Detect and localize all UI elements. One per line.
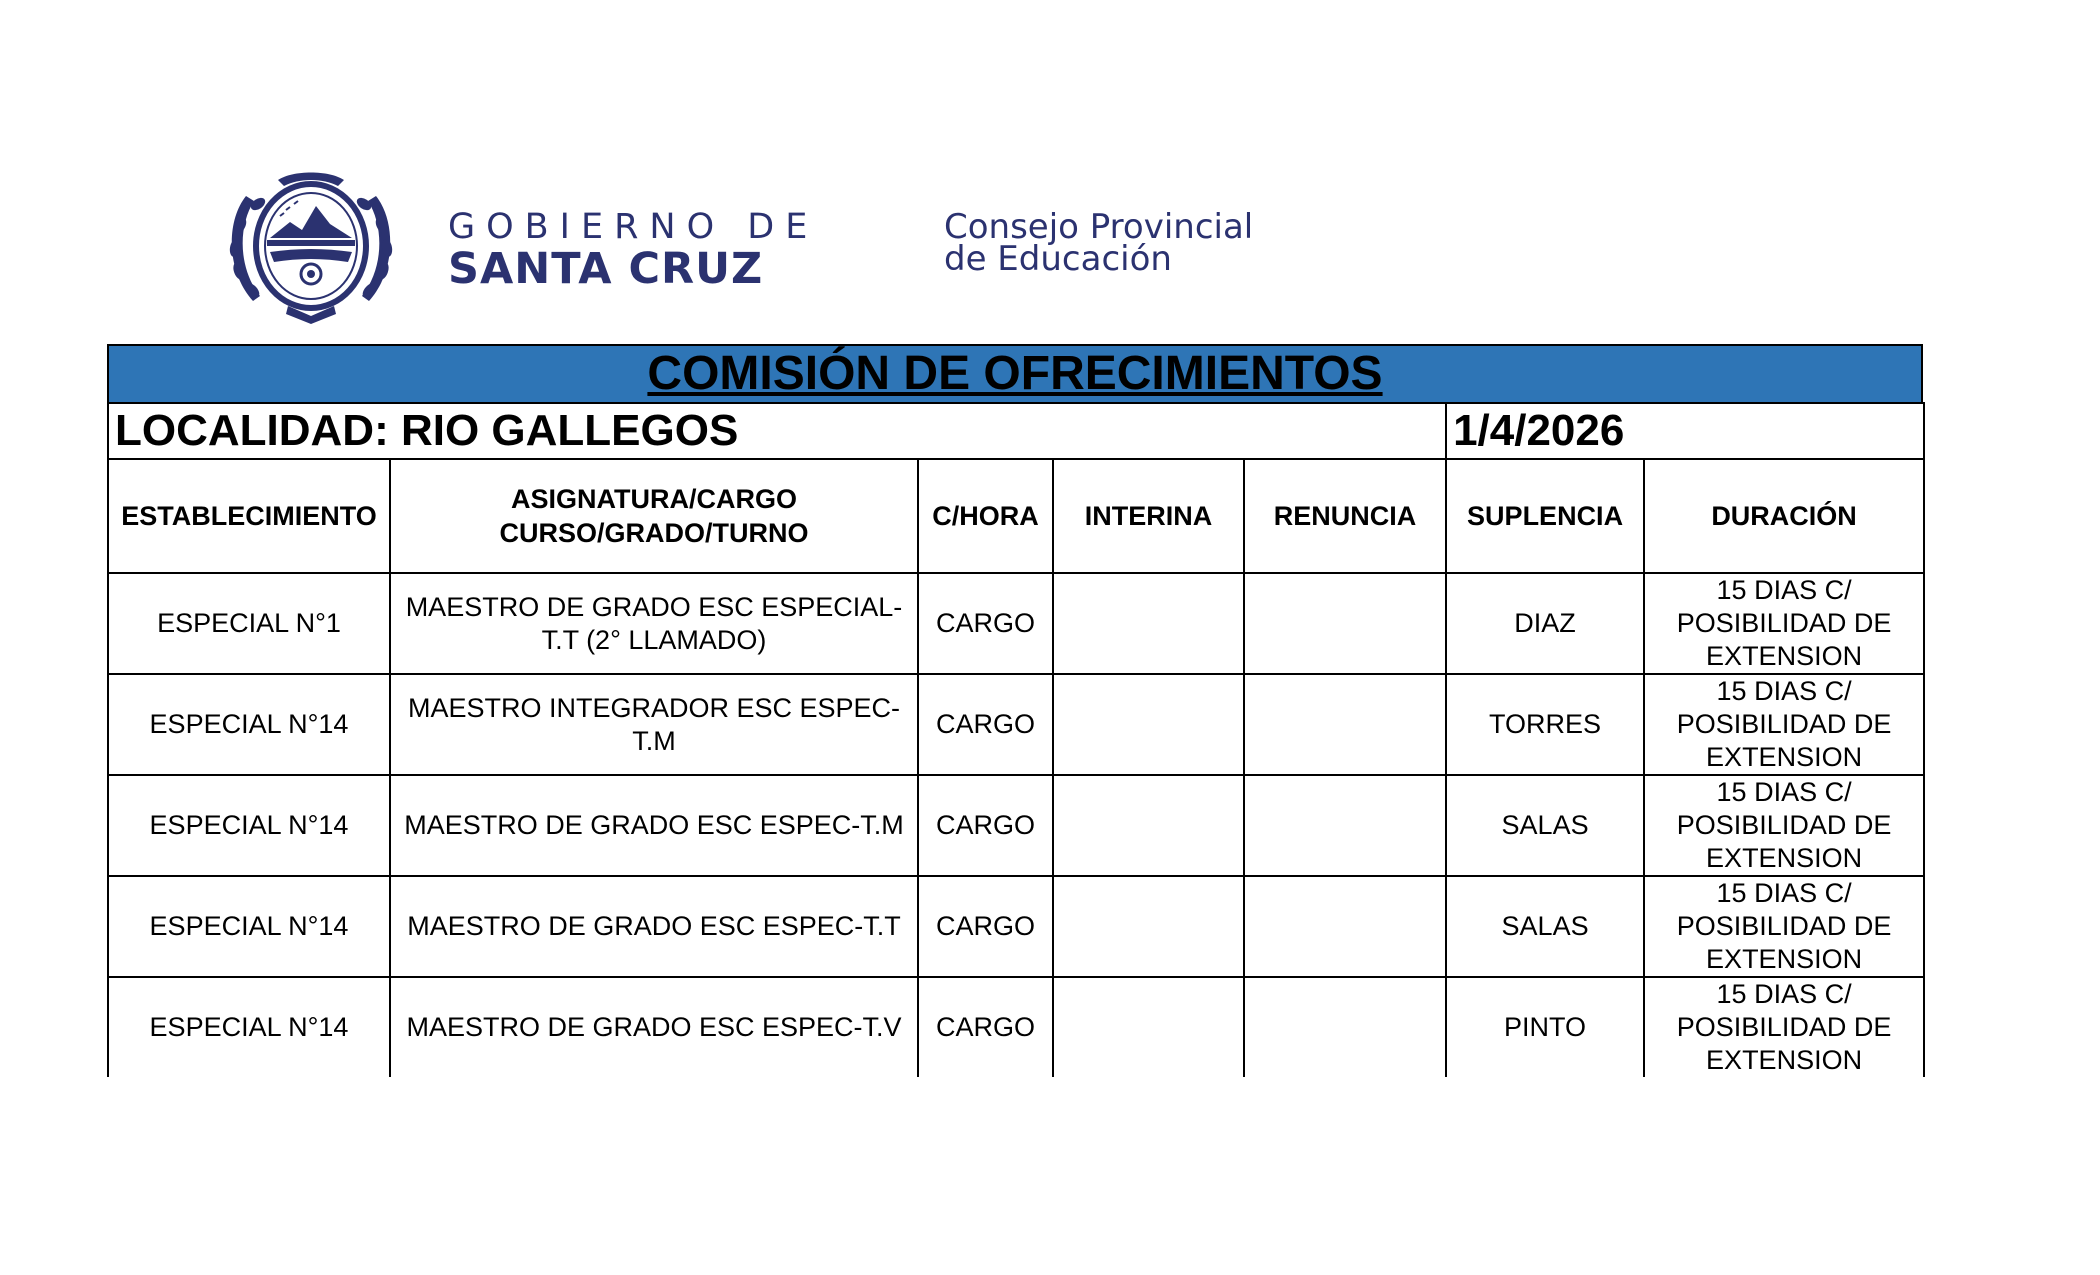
table-row [108,573,1924,674]
consejo-line-2: de Educación [944,239,1172,279]
gov-line-2: SANTA CRUZ [448,244,764,294]
cell-renuncia [1244,573,1446,674]
cell-suplencia: TORRES [1446,674,1644,775]
cell-renuncia [1244,775,1446,876]
cell-suplencia: SALAS [1446,876,1644,977]
col-header-establecimiento: ESTABLECIMIENTO [108,459,390,573]
col-header-asignatura-line1: ASIGNATURA/CARGO [511,484,797,514]
asignatura-line2: T.T (2° LLAMADO) [541,624,767,655]
title-bar [107,344,1923,402]
cell-asignatura [390,775,918,876]
cell-renuncia [1244,977,1446,1077]
duracion-line3: EXTENSION [1706,742,1863,772]
fecha-cell: 1/4/2026 [1446,403,1924,459]
cell-interina [1053,775,1244,876]
duracion-line1: 15 DIAS C/ [1716,676,1852,706]
duracion-line1: 15 DIAS C/ [1716,575,1852,605]
sheet-title: COMISIÓN DE OFRECIMIENTOS [647,347,1383,400]
duracion-line2: POSIBILIDAD DE [1676,1012,1892,1042]
table-row [108,775,1924,876]
consejo-line-1: Consejo Provincial [944,207,1254,247]
cell-establecimiento: ESPECIAL N°14 [108,775,390,876]
cell-duracion [1644,573,1924,674]
duracion-line3: EXTENSION [1706,641,1863,671]
col-header-duracion: DURACIÓN [1644,459,1924,573]
cell-duracion [1644,977,1924,1077]
cell-suplencia: SALAS [1446,775,1644,876]
gov-line-1: GOBIERNO DE [448,207,819,247]
duracion-line3: EXTENSION [1706,1045,1863,1075]
cell-duracion [1644,775,1924,876]
ofrecimientos-table [107,402,1925,1077]
duracion-line1: 15 DIAS C/ [1716,878,1852,908]
duracion-line3: EXTENSION [1706,944,1863,974]
page-header [0,0,2100,340]
cell-asignatura [390,674,918,775]
cell-duracion [1644,876,1924,977]
localidad-row [108,403,1924,459]
cell-establecimiento: ESPECIAL N°14 [108,674,390,775]
cell-interina [1053,876,1244,977]
cell-asignatura [390,573,918,674]
col-header-interina: INTERINA [1053,459,1244,573]
col-header-asignatura [390,459,918,573]
cell-chora: CARGO [918,775,1053,876]
santa-cruz-seal-logo [218,166,404,326]
ofrecimientos-sheet [107,344,1923,1077]
duracion-line1: 15 DIAS C/ [1716,979,1852,1009]
cell-chora: CARGO [918,977,1053,1077]
asignatura-line1: MAESTRO DE GRADO ESC ESPECIAL- [405,591,903,622]
duracion-line2: POSIBILIDAD DE [1676,911,1892,941]
localidad-cell: LOCALIDAD: RIO GALLEGOS [108,403,1446,459]
cell-asignatura [390,876,918,977]
col-header-suplencia: SUPLENCIA [1446,459,1644,573]
asignatura-line1: MAESTRO DE GRADO ESC ESPEC-T.V [406,1012,902,1042]
cell-renuncia [1244,674,1446,775]
cell-chora: CARGO [918,573,1053,674]
duracion-line2: POSIBILIDAD DE [1676,608,1892,638]
cell-interina [1053,977,1244,1077]
asignatura-line1: MAESTRO DE GRADO ESC ESPEC-T.T [407,911,901,941]
table-row [108,674,1924,775]
cell-establecimiento: ESPECIAL N°14 [108,977,390,1077]
cell-chora: CARGO [918,876,1053,977]
col-header-chora: C/HORA [918,459,1053,573]
header-row [108,459,1924,573]
cell-chora: CARGO [918,674,1053,775]
col-header-asignatura-line2: CURSO/GRADO/TURNO [499,518,809,548]
gobierno-santa-cruz-logotype [448,208,868,292]
duracion-line2: POSIBILIDAD DE [1676,709,1892,739]
cell-establecimiento: ESPECIAL N°1 [108,573,390,674]
asignatura-line2: T.M [632,725,676,756]
cell-suplencia: PINTO [1446,977,1644,1077]
cell-interina [1053,674,1244,775]
asignatura-line1: MAESTRO INTEGRADOR ESC ESPEC- [407,692,901,723]
cell-asignatura [390,977,918,1077]
duracion-line1: 15 DIAS C/ [1716,777,1852,807]
cell-establecimiento: ESPECIAL N°14 [108,876,390,977]
table-row [108,876,1924,977]
duracion-line3: EXTENSION [1706,843,1863,873]
asignatura-line1: MAESTRO DE GRADO ESC ESPEC-T.M [404,810,904,840]
cell-renuncia [1244,876,1446,977]
cell-interina [1053,573,1244,674]
table-row [108,977,1924,1077]
cell-suplencia: DIAZ [1446,573,1644,674]
col-header-renuncia: RENUNCIA [1244,459,1446,573]
cell-duracion [1644,674,1924,775]
duracion-line2: POSIBILIDAD DE [1676,810,1892,840]
consejo-provincial-logotype [944,207,1254,279]
